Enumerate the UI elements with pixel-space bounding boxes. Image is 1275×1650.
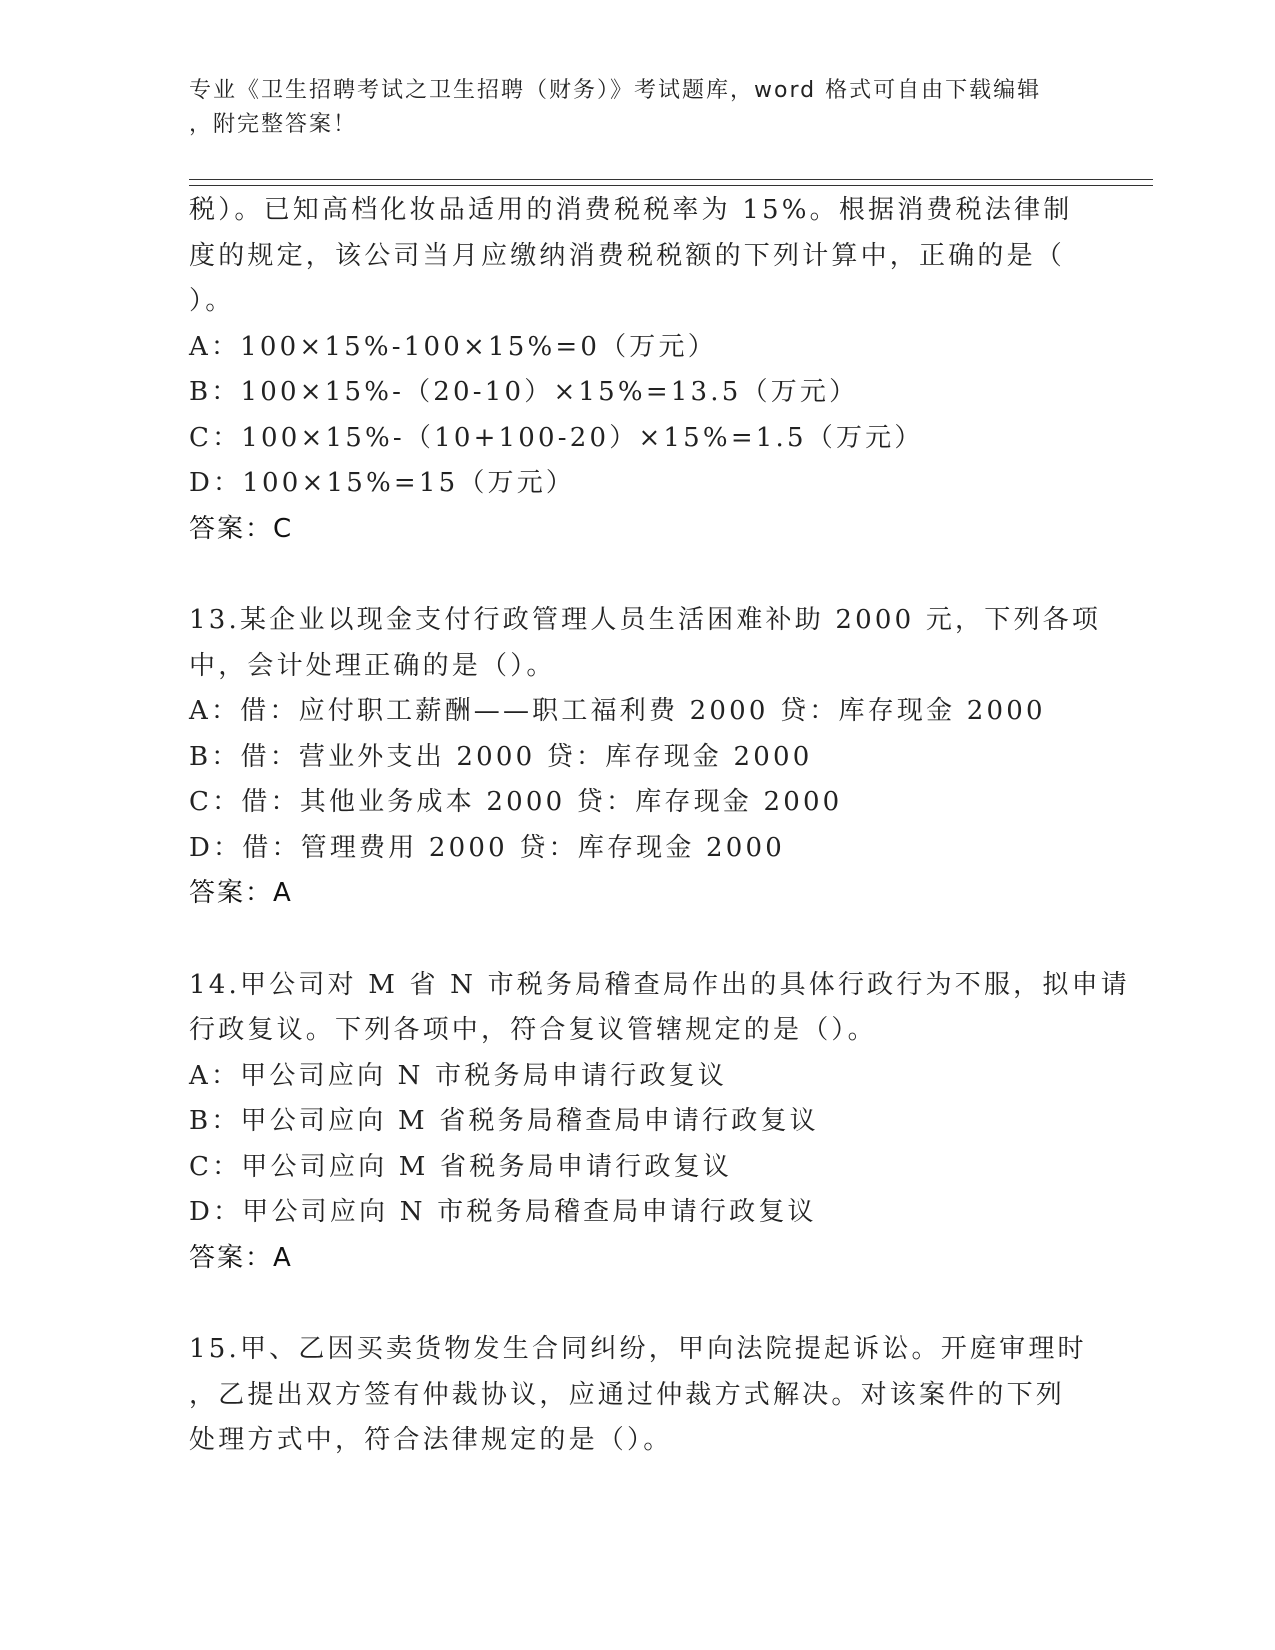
question-stem-line: 中，会计处理正确的是（）。 bbox=[189, 650, 556, 681]
question-12 bbox=[189, 188, 1073, 552]
question-stem-line: 处理方式中，符合法律规定的是（）。 bbox=[189, 1425, 673, 1455]
option-a: A：甲公司应向 N 市税务局申请行政复议 bbox=[189, 1060, 728, 1091]
question-stem-line: 14.甲公司对 M 省 N 市税务局稽查局作出的具体行政行为不服，拟申请 bbox=[189, 969, 1130, 1000]
option-d: D：借：管理费用 2000 贷：库存现金 2000 bbox=[189, 832, 785, 863]
question-stem-line: 税）。已知高档化妆品适用的消费税税率为 15%。根据消费税法律制 bbox=[189, 195, 1073, 225]
option-b: B：甲公司应向 M 省税务局稽查局申请行政复议 bbox=[189, 1106, 819, 1136]
spacer bbox=[189, 552, 1069, 598]
option-c: C：借：其他业务成本 2000 贷：库存现金 2000 bbox=[189, 787, 843, 817]
answer-line: 答案：A bbox=[189, 878, 293, 908]
header-line-2: ，附完整答案！ bbox=[189, 112, 358, 137]
question-stem-line: 15.甲、乙因买卖货物发生合同纠纷，甲向法院提起诉讼。开庭审理时 bbox=[189, 1334, 1087, 1364]
header-rule-top bbox=[189, 179, 1153, 180]
document-header bbox=[189, 74, 1069, 142]
option-c: C：甲公司应向 M 省税务局申请行政复议 bbox=[189, 1151, 733, 1182]
spacer bbox=[189, 1281, 1069, 1327]
document-body bbox=[189, 188, 1130, 1464]
header-rule-bottom bbox=[189, 185, 1153, 186]
header-line-1: 专业《卫生招聘考试之卫生招聘（财务）》考试题库，word 格式可自由下载编辑 bbox=[189, 78, 1042, 103]
question-stem-line: 度的规定，该公司当月应缴纳消费税税额的下列计算中，正确的是（ bbox=[189, 240, 1066, 271]
answer-line: 答案：C bbox=[189, 513, 294, 544]
option-d: D：100×15%=15（万元） bbox=[189, 468, 576, 498]
question-stem-line: ）。 bbox=[189, 286, 235, 316]
question-14 bbox=[189, 963, 1130, 1282]
question-15 bbox=[189, 1327, 1087, 1464]
question-stem-line: 行政复议。下列各项中，符合复议管辖规定的是（）。 bbox=[189, 1015, 877, 1045]
option-d: D：甲公司应向 N 市税务局稽查局申请行政复议 bbox=[189, 1197, 817, 1227]
question-13 bbox=[189, 598, 1102, 917]
question-stem-line: 13.某企业以现金支付行政管理人员生活困难补助 2000 元，下列各项 bbox=[189, 605, 1102, 635]
spacer bbox=[189, 917, 1069, 963]
option-c: C：100×15%-（10+100-20）×15%=1.5（万元） bbox=[189, 422, 924, 453]
option-b: B：借：营业外支出 2000 贷：库存现金 2000 bbox=[189, 741, 813, 772]
option-b: B：100×15%-（20-10）×15%=13.5（万元） bbox=[189, 377, 859, 407]
option-a: A：100×15%-100×15%=0（万元） bbox=[189, 331, 717, 362]
question-stem-line: ，乙提出双方签有仲裁协议，应通过仲裁方式解决。对该案件的下列 bbox=[189, 1379, 1066, 1410]
answer-line: 答案：A bbox=[189, 1242, 293, 1273]
option-a: A：借：应付职工薪酬——职工福利费 2000 贷：库存现金 2000 bbox=[189, 696, 1046, 726]
